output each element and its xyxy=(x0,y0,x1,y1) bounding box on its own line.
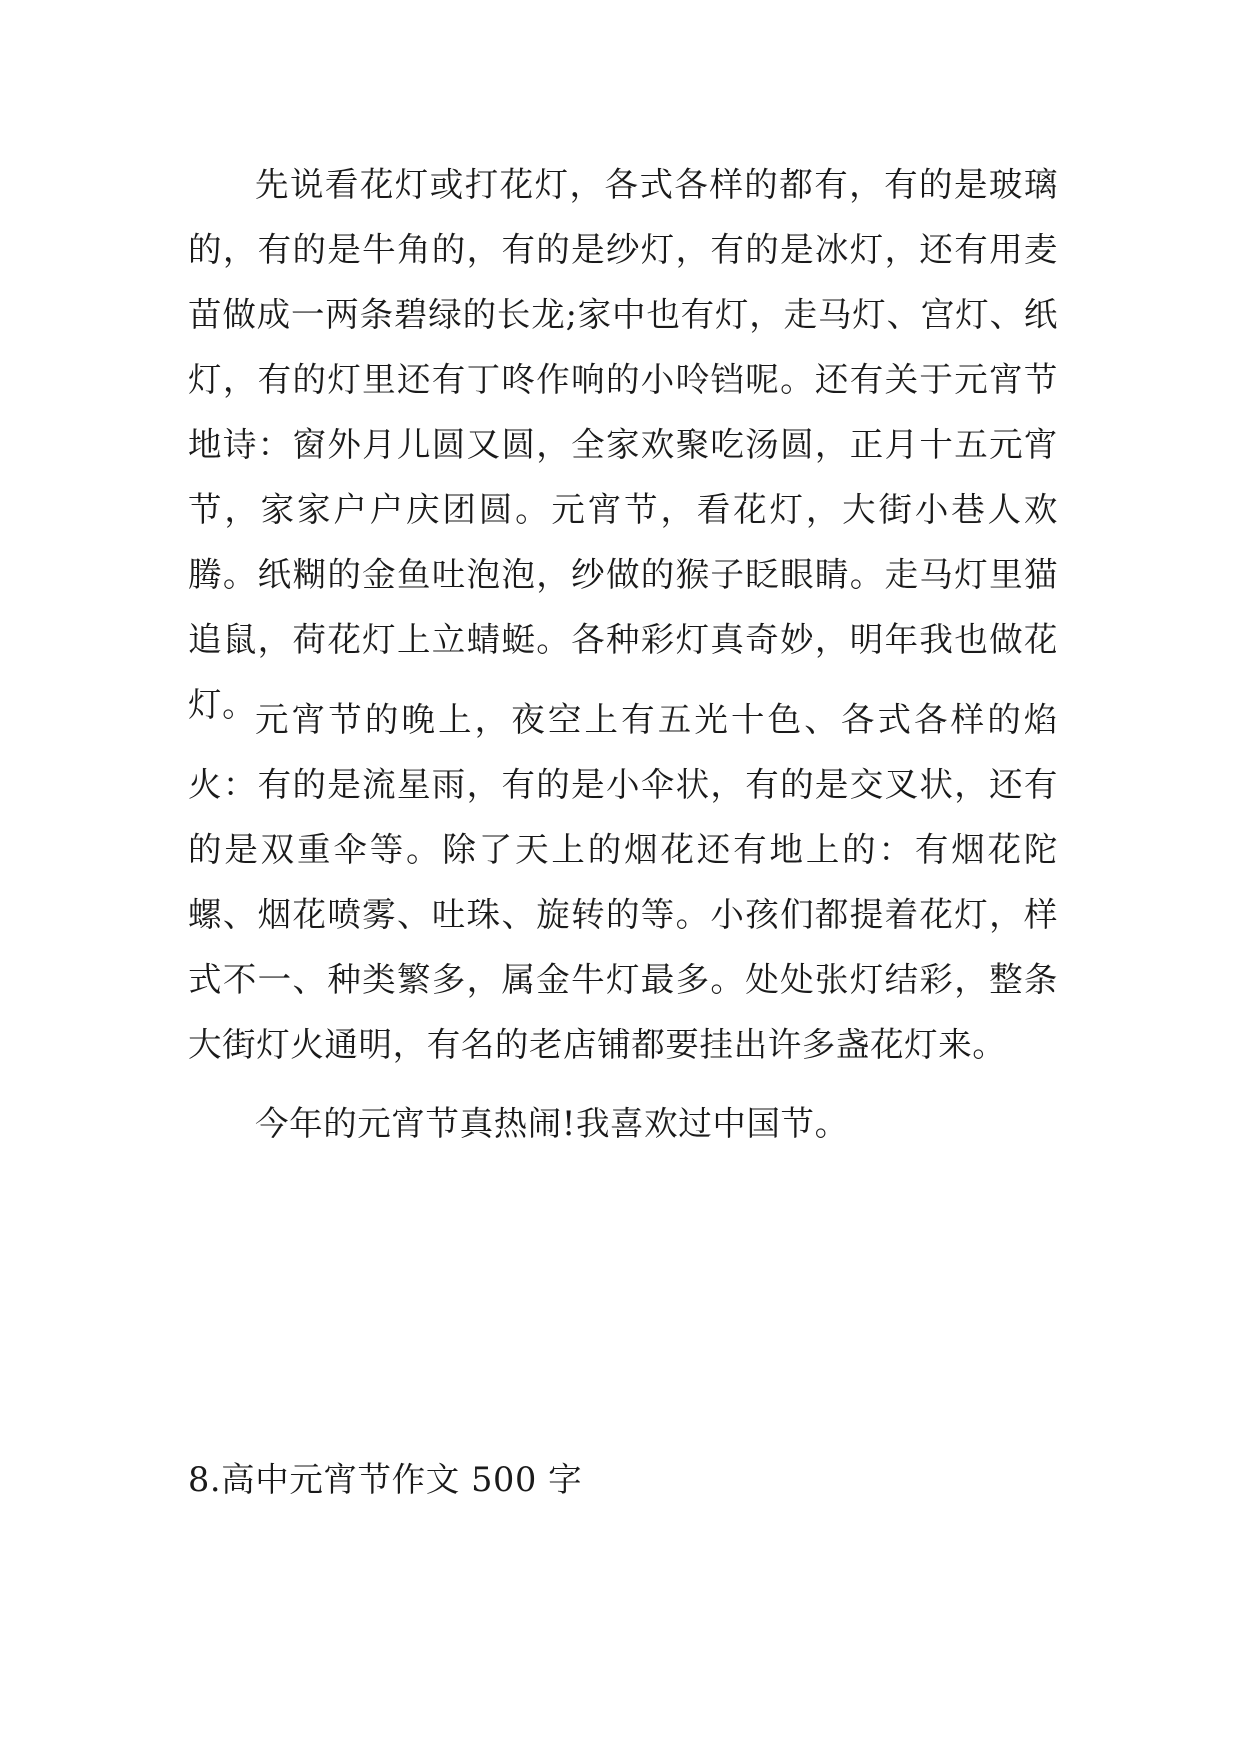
paragraph-conclusion: 今年的元宵节真热闹!我喜欢过中国节。 xyxy=(255,1104,849,1143)
paragraph-fireworks: 元宵节的晚上，夜空上有五光十色、各式各样的焰火：有的是流星雨，有的是小伞状，有的是交叉状，还有的是双重伞等。除了天上的烟花还有地上的：有烟花陀螺、烟花喷雾、吐珠、旋转的等。小孩们都提着花灯，样式不一、种类繁多，属金牛灯最多。处处张灯结彩，整条大街灯火通明，有名的老店铺都要挂出许多盏花灯来。 xyxy=(188,700,1058,1064)
paragraph-lanterns: 先说看花灯或打花灯，各式各样的都有，有的是玻璃的，有的是牛角的，有的是纱灯，有的是冰灯，还有用麦苗做成一两条碧绿的长龙;家中也有灯，走马灯、宫灯、纸灯，有的灯里还有丁咚作响的小呤铛呢。还有关于元宵节地诗：窗外月儿圆又圆，全家欢聚吃汤圆，正月十五元宵节，家家户户庆团圆。元宵节，看花灯，大街小巷人欢腾。纸糊的金鱼吐泡泡，纱做的猴子眨眼睛。走马灯里猫追鼠，荷花灯上立蜻蜓。各种彩灯真奇妙，明年我也做花灯。 xyxy=(188,165,1058,724)
section-heading: 8.高中元宵节作文 500 字 xyxy=(188,1460,583,1499)
